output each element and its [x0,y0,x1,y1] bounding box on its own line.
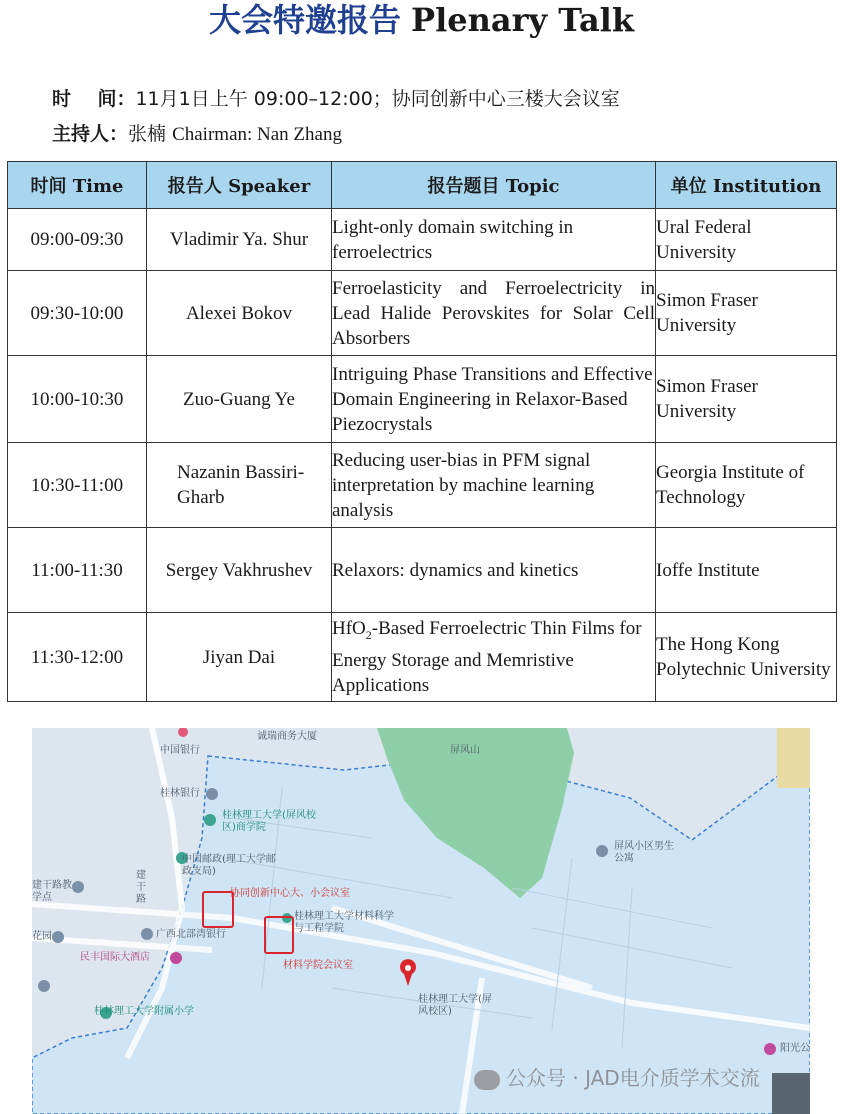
map-label-bbw-bank: 广西北部湾银行 [156,929,226,940]
header-topic: 报告题目 Topic [332,162,656,209]
header-time: 时间 Time [8,162,147,209]
schedule-table [7,161,837,702]
hotel-icon [170,952,182,964]
cell-topic: Light-only domain switching in ferroelectrics [332,209,656,271]
garden-icon [52,931,64,943]
corner-photo [772,1073,810,1114]
table-row [8,443,837,528]
poi-icon [38,980,50,992]
cell-institution: Ioffe Institute [656,528,837,613]
cell-speaker: Alexei Bokov [147,271,332,356]
map-label-materials: 桂林理工大学材料科学与工程学院 [294,911,394,934]
venue-marker-center [202,891,234,928]
school-icon [204,814,216,826]
map-label-meeting-room: 材料学院会议室 [283,960,353,971]
table-row [8,209,837,271]
cell-time: 11:00-11:30 [8,528,147,613]
bbw-bank-icon [141,928,153,940]
cell-topic: Ferroelasticity and Ferroelectricity in Lead Halide Perovskites for Solar Cell Absorbers [332,271,656,356]
table-row [8,271,837,356]
map-label-boc: 中国银行 [160,745,200,756]
header-institution: 单位 Institution [656,162,837,209]
page-title [0,0,843,40]
cell-institution: The Hong Kong Polytechnic University [656,613,837,702]
cell-topic: Reducing user-bias in PFM signal interpretation by machine learning analysis [332,443,656,528]
cell-speaker: Jiyan Dai [147,613,332,702]
table-row [8,356,837,443]
time-line [52,84,620,111]
cell-time: 09:00-09:30 [8,209,147,271]
time-key: 时 间： [52,88,136,110]
chair-key: 主持人： [52,123,129,145]
chair-line [52,119,342,146]
cell-institution: Georgia Institute of Technology [656,443,837,528]
campus-map [32,728,810,1114]
map-label-yangguang: 阳光公 [780,1043,810,1054]
yangguang-icon [764,1043,776,1055]
table-row [8,613,837,702]
map-label-road: 建干路 [136,870,146,905]
cell-institution: Simon Fraser University [656,271,837,356]
map-label-garden: 花园 [32,931,52,942]
map-label-mountain: 屏风山 [450,745,480,756]
cell-topic: HfO$_2$-Based Ferroelectric Thin Films for Energy Storage and Memristive Applications [332,613,656,702]
cell-speaker: Sergey Vakhrushev [147,528,332,613]
wechat-icon [474,1070,500,1090]
table-header-row [8,162,837,209]
cell-speaker: Vladimir Ya. Shur [147,209,332,271]
venue-marker-materials [264,916,294,954]
map-label-hotel-top: 诚瑞商务大厦 [257,731,317,742]
map-label-affiliated-school: 桂林理工大学附属小学 [94,1006,194,1017]
map-label-dorm: 屏风小区男生公寓 [614,841,674,864]
map-label-business-school: 桂林理工大学(屏风校区)商学院 [222,810,316,833]
map-label-post-office: 中国邮政(理工大学邮政支局) [182,854,276,877]
chair-value-cn: 张楠 [128,123,167,145]
cell-time: 11:30-12:00 [8,613,147,702]
chair-value-en: Chairman: Nan Zhang [172,124,342,145]
map-label-center: 协同创新中心大、小会议室 [230,888,350,899]
cell-speaker: Nazanin Bassiri-Gharb [147,443,332,528]
table-row [8,528,837,613]
time-value: 11月1日上午 09:00–12:00；协同创新中心三楼大会议室 [135,88,620,110]
title-en: Plenary Talk [411,1,634,39]
map-label-jiangan: 建干路教学点 [32,880,72,903]
map-label-minfeng-hotel: 民丰国际大酒店 [80,952,150,963]
map-label-campus: 桂林理工大学(屏风校区) [418,994,492,1017]
cell-institution: Simon Fraser University [656,356,837,443]
title-cn: 大会特邀报告 [209,1,402,39]
cell-topic: Intriguing Phase Transitions and Effective Domain Engineering in Relaxor-Based Piezocrystals [332,356,656,443]
header-speaker: 报告人 Speaker [147,162,332,209]
cell-institution: Ural Federal University [656,209,837,271]
watermark-text: 公众号 · JAD电介质学术交流 [506,1066,760,1090]
dorm-icon [596,845,608,857]
cell-topic: Relaxors: dynamics and kinetics [332,528,656,613]
watermark [474,1062,760,1091]
bank-icon [206,788,218,800]
map-canvas [32,728,810,1114]
cell-time: 10:30-11:00 [8,443,147,528]
cell-time: 10:00-10:30 [8,356,147,443]
corner-road [777,728,810,788]
map-label-gl-bank: 桂林银行 [160,788,200,799]
cell-speaker: Zuo-Guang Ye [147,356,332,443]
cell-time: 09:30-10:00 [8,271,147,356]
